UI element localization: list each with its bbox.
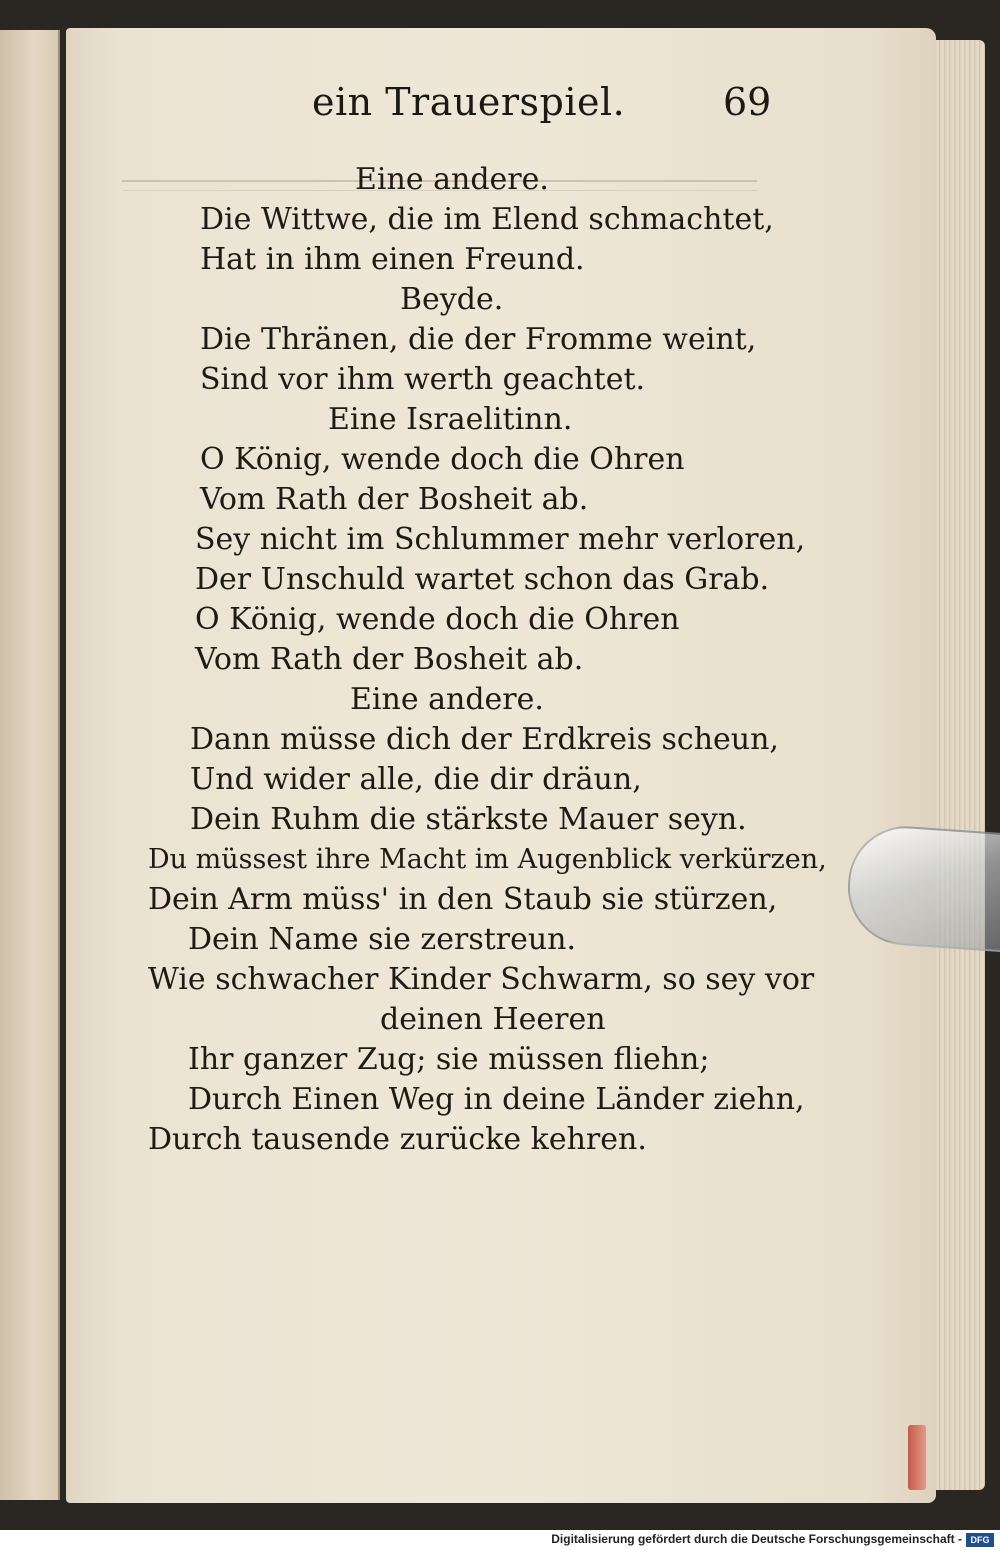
speaker-label: Eine andere. [350, 682, 544, 717]
page-number: 69 [723, 80, 772, 124]
verse-line: Sind vor ihm werth geachtet. [200, 362, 646, 397]
speaker-label: Beyde. [400, 282, 504, 317]
verse-line: Wie schwacher Kinder Schwarm, so sey vor [148, 962, 815, 997]
verse-line: Hat in ihm einen Freund. [200, 242, 585, 277]
verse-line: Durch tausende zurücke kehren. [148, 1122, 647, 1157]
page-block-edge [930, 40, 985, 1490]
verse-line: Vom Rath der Bosheit ab. [200, 482, 589, 517]
speaker-label: Eine Israelitinn. [328, 402, 573, 437]
left-page-edge [0, 30, 60, 1500]
verse-line: Dein Ruhm die stärkste Mauer seyn. [190, 802, 747, 837]
verse-line: Dein Name sie zerstreun. [188, 922, 577, 957]
verse-line: Du müssest ihre Macht im Augenblick verkürzen, [148, 844, 827, 875]
verse-line: Vom Rath der Bosheit ab. [195, 642, 584, 677]
page-header [0, 80, 1000, 140]
verse-line: Der Unschuld wartet schon das Grab. [195, 562, 770, 597]
verse-line: O König, wende doch die Ohren [200, 442, 685, 477]
verse-line: deinen Heeren [380, 1002, 606, 1037]
footer-bar [0, 1530, 1000, 1550]
verse-line: Die Thränen, die der Fromme weint, [200, 322, 757, 357]
verse-line: Dein Arm müss' in den Staub sie stürzen, [148, 882, 778, 917]
footer-credit: Digitalisierung gefördert durch die Deutsche Forschungsgemeinschaft - [551, 1532, 962, 1546]
running-title: ein Trauerspiel. [312, 80, 626, 124]
verse-line: Die Wittwe, die im Elend schmachtet, [200, 202, 774, 237]
verse-line: Sey nicht im Schlummer mehr verloren, [195, 522, 806, 557]
verse-line: Dann müsse dich der Erdkreis scheun, [190, 722, 779, 757]
red-page-edge [908, 1425, 926, 1490]
verse-line: Durch Einen Weg in deine Länder ziehn, [188, 1082, 805, 1117]
verse-line: O König, wende doch die Ohren [195, 602, 680, 637]
speaker-label: Eine andere. [355, 162, 549, 197]
verse-line: Ihr ganzer Zug; sie müssen fliehn; [188, 1042, 710, 1077]
verse-line: Und wider alle, die dir dräun, [190, 762, 642, 797]
dfg-logo: DFG [966, 1533, 994, 1547]
